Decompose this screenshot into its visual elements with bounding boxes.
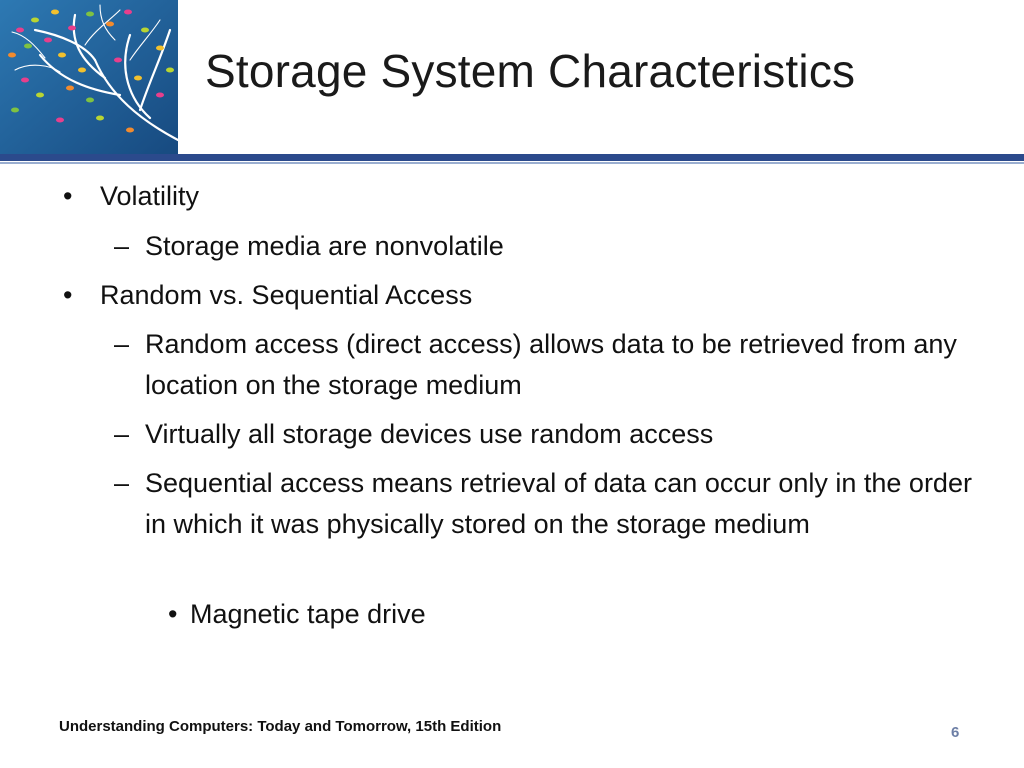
tree-branch-logo: [0, 0, 178, 154]
bullet-text: Sequential access means retrieval of data can occur only in the order in which it was physically stored on the storage medium: [145, 468, 972, 539]
bullet-item: [114, 463, 975, 545]
bullet-marker: •: [63, 181, 73, 211]
bullet-text: Storage media are nonvolatile: [145, 231, 504, 261]
bullet-text: Magnetic tape drive: [190, 599, 426, 629]
bullet-text: Random access (direct access) allows data to be retrieved from any location on the storage medium: [145, 329, 957, 400]
bullet-marker: •: [63, 280, 73, 310]
bullet-marker: •: [168, 599, 178, 629]
title-divider-accent: [0, 162, 1024, 164]
bullet-item: [114, 414, 975, 455]
slide-title: Storage System Characteristics: [205, 45, 856, 97]
page-number: 6: [951, 724, 960, 741]
bullet-text: Virtually all storage devices use random access: [145, 419, 714, 449]
bullet-marker: –: [114, 231, 130, 261]
bullet-marker: –: [114, 329, 130, 359]
bullet-item: [114, 226, 975, 267]
bullet-marker: –: [114, 419, 130, 449]
bullet-item: [168, 594, 970, 635]
bullet-text: Random vs. Sequential Access: [100, 280, 473, 310]
bullet-item: [63, 275, 980, 316]
footer-text: Understanding Computers: Today and Tomorrow, 15th Edition: [59, 718, 502, 735]
bullet-marker: –: [114, 468, 130, 498]
bullet-item: [114, 324, 975, 406]
bullet-item: [63, 176, 980, 217]
bullet-text: Volatility: [100, 181, 200, 211]
title-divider: [0, 154, 1024, 161]
